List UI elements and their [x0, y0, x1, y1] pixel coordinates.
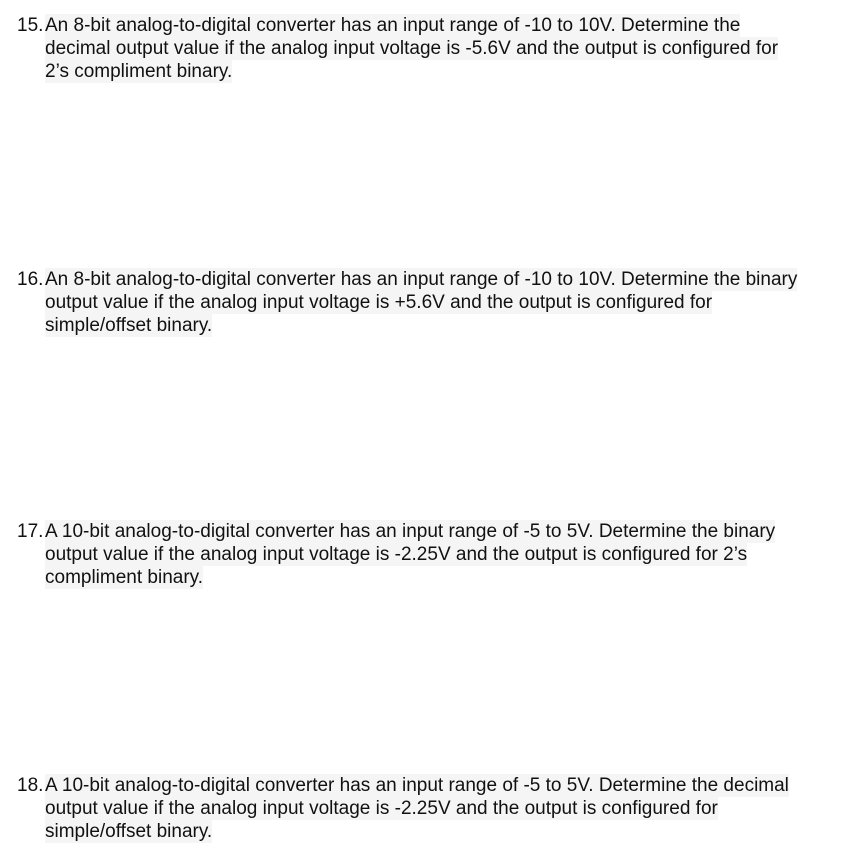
problem-number: 18.: [17, 775, 44, 796]
problem-line: An 8-bit analog-to-digital converter has an input range of -10 to 10V. Determine the binary: [45, 269, 798, 290]
problem-line: An 8-bit analog-to-digital converter has an input range of -10 to 10V. Determine the: [45, 15, 741, 36]
problem-text: [45, 14, 778, 83]
problem-line: output value if the analog input voltage is -2.25V and the output is configured for 2’s: [45, 544, 748, 565]
problem-line: simple/offset binary.: [45, 315, 213, 336]
problem-number: 15.: [17, 15, 44, 36]
problem-line: A 10-bit analog-to-digital converter has an input range of -5 to 5V. Determine the binary: [45, 521, 776, 542]
problem-line: output value if the analog input voltage is -2.25V and the output is configured for: [45, 798, 718, 819]
problem-text: [45, 520, 775, 589]
problem-line: compliment binary.: [45, 567, 204, 588]
problem-line: 2’s compliment binary.: [45, 61, 233, 82]
problem-line: simple/offset binary.: [45, 821, 213, 842]
problem-text: [45, 268, 797, 337]
problem-line: output value if the analog input voltage is +5.6V and the output is configured for: [45, 292, 713, 313]
problem-line: A 10-bit analog-to-digital converter has an input range of -5 to 5V. Determine the decimal: [45, 775, 789, 796]
problem-text: [45, 774, 789, 843]
problem-number: 17.: [17, 521, 44, 542]
problem-line: decimal output value if the analog input voltage is -5.6V and the output is configured for: [45, 38, 779, 59]
problem-number: 16.: [17, 269, 44, 290]
